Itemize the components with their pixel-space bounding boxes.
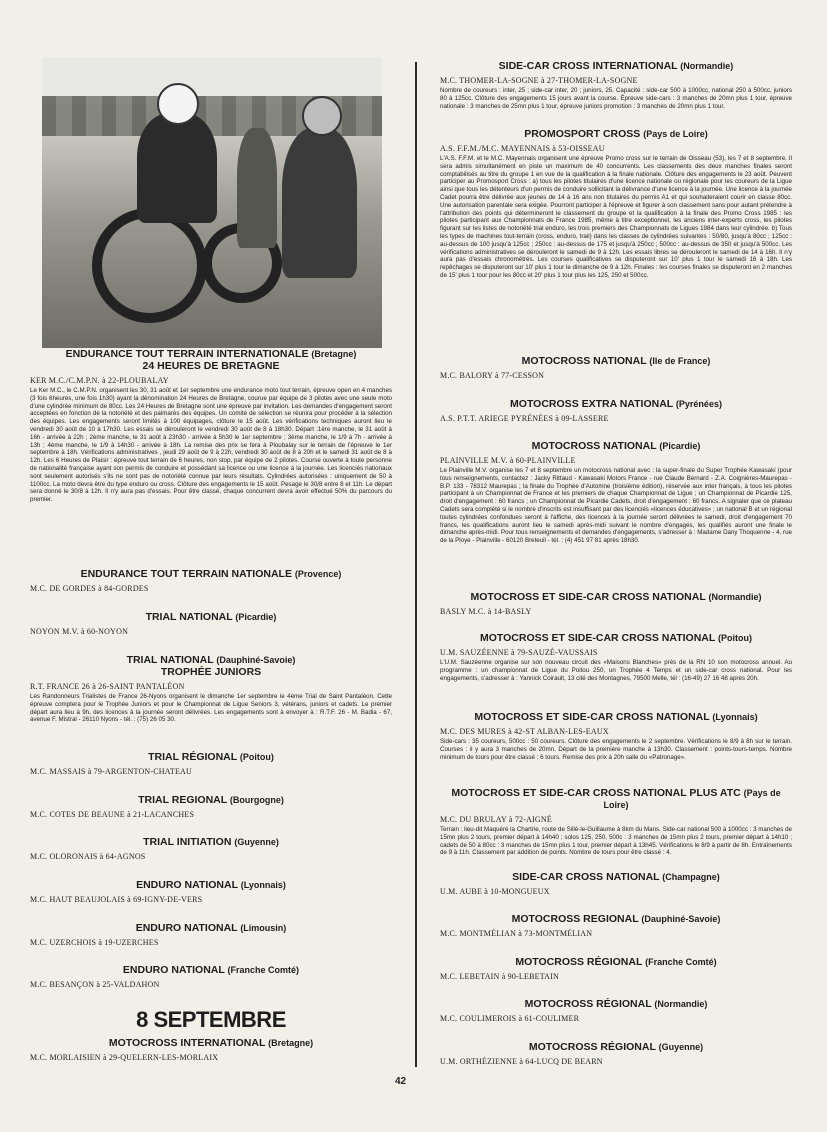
- event-title: ENDURANCE TOUT TERRAIN INTERNATIONALE (Bretagne): [65, 348, 357, 360]
- event-region: (Picardie): [659, 441, 701, 451]
- date-heading: 8 SEPTEMBRE: [136, 1007, 286, 1032]
- club-location: PLAINVILLE M.V. à 60-PLAINVILLE: [440, 456, 576, 465]
- event-section: [440, 913, 792, 940]
- event-region: (Normandie): [708, 592, 762, 602]
- motocross-photo: [42, 58, 382, 348]
- event-section: [440, 591, 792, 618]
- page-number: 42: [395, 1076, 407, 1087]
- event-section: [30, 751, 392, 778]
- event-title: MOTOCROSS ET SIDE-CAR CROSS NATIONAL (Normandie): [470, 591, 762, 603]
- club-location: M.C. COTES DE BEAUNE à 21-LACANCHES: [30, 810, 195, 819]
- event-region: (Franche Comté): [645, 957, 717, 967]
- event-title: SIDE-CAR CROSS INTERNATIONAL (Normandie): [498, 60, 734, 72]
- club-location: BASLY M.C. à 14-BASLY: [440, 607, 532, 616]
- event-title: MOTOCROSS NATIONAL (Ile de France): [521, 355, 711, 367]
- event-region: (Franche Comté): [227, 965, 300, 975]
- club-location: M.C. DES MURES à 42-ST ALBAN-LES-EAUX: [440, 727, 609, 736]
- event-title: MOTOCROSS RÉGIONAL (Guyenne): [528, 1041, 704, 1053]
- event-section: [440, 60, 792, 110]
- column-divider: [415, 62, 417, 1067]
- event-title: ENDURANCE TOUT TERRAIN NATIONALE (Provence): [80, 568, 342, 580]
- event-description: Terrain : lieu-dit Maquéré la Chartrie, route de Sillé-le-Guillaume à 8km du Mans. Side-car national 500 à 1000cc : 3 manches de 15mn plus 2 tours, premier départ à 14h40 ; solos 125, 250, 500c : 3 manches de 15mn plus 2 tours, premier départ à 14h10 ; cadets de 50 à 80cc : 3 manches de 15mn plus 1 tour, premier départ à 13h45. Vérifications le 8/9 à partir de 8h. Entraînements de 9 à 11h. Classement par addition de points. Nombre de tours pour être classé : 4.: [440, 826, 792, 857]
- club-location: M.C. MORLAISIEN à 29-QUELERN-LES-MORLAIX: [30, 1053, 219, 1062]
- club-location: M.C. DE GORDES à 84-GORDES: [30, 584, 149, 593]
- event-section: [440, 998, 792, 1025]
- event-section: [30, 611, 392, 638]
- event-title: TRIAL REGIONAL (Bourgogne): [138, 794, 284, 806]
- event-section: [440, 1041, 792, 1068]
- event-region: (Lyonnais): [240, 880, 286, 890]
- event-section: [440, 711, 792, 761]
- club-location: M.C. HAUT BEAUJOLAIS à 69-IGNY-DE-VERS: [30, 895, 203, 904]
- event-section: [440, 398, 792, 425]
- club-location: A.S. F.F.M./M.C. MAYENNAIS à 53-OISSEAU: [440, 144, 605, 153]
- event-region: (Pays de Loire): [603, 788, 781, 810]
- event-region: (Bourgogne): [229, 795, 284, 805]
- event-region: (Champagne): [662, 872, 720, 882]
- event-section: [30, 794, 392, 821]
- club-location: M.C. BALORY à 77-CESSON: [440, 371, 545, 380]
- event-section: [440, 440, 792, 545]
- event-section: [440, 871, 792, 898]
- event-region: (Poitou): [718, 633, 753, 643]
- event-title: MOTOCROSS RÉGIONAL (Franche Comté): [515, 956, 717, 968]
- event-section: [30, 879, 392, 906]
- event-region: (Guyenne): [658, 1042, 704, 1052]
- event-section: [30, 568, 392, 595]
- event-section: [30, 654, 392, 724]
- event-title: ENDURO NATIONAL (Limousin): [135, 922, 287, 934]
- club-location: M.C. DU BRULAY à 72-AIGNÉ: [440, 815, 552, 824]
- event-region: (Provence): [294, 569, 342, 579]
- club-location: NOYON M.V. à 60-NOYON: [30, 627, 129, 636]
- event-description: Le Plainville M.V. organise les 7 et 8 septembre un motocross national avec : la super-finale du Super Trophée Kawasaki (pour tous renseignements, contactez : Jacky Rittaud - Kawasaki Motors France - rue Claude Bernard - Z.A. Coignières-Maurepas - B.P. 133 - 78312 Maurepas ; la finale du Trophée d'Automne (troisième édition), réservée aux inter français, à tous les pilotes participant à un Championnat de France et les premiers de chaque Championnat de Ligue ; un Championnat de Picardie 125, droit d'engagement : 60 francs ; un Championnat de Picardie Cadets, droit d'engagement : 60 francs. A signaler que ce plateau Cadets sera complété si le nombre d'inscrits est insuffisant par des licenciés «licences éducatives» ; un national B et un régional toutes cylindrées confondues seront à l'affiche, des licences à la journée seront délivrées le samedi, droit d'engagement 70 francs, les qualifications auront lieu le samedi après-midi suivant le nombre d'engagés, les qualifiés auront une finale le dimanche après-midi. Pour tous renseignements et demandes d'engagements, s'adresser à : Madame Dany Thoquenne - 4, rue de la Ploye - Plainville - 60120 Breteuil - tél. : (4) 451 97 81 après 18h30.: [440, 467, 792, 545]
- event-title: MOTOCROSS RÉGIONAL (Normandie): [524, 998, 708, 1010]
- event-description: Le Ker M.C., le C.M.P.N. organisent les 30, 31 août et 1er septembre une endurance moto tout terrain, épreuve open en 4 manches (3 fois 6heures, une fois 1h30) ayant la dénomination 24 Heures de Bretagne, courue par équipe de 3 pilotes avec une seule moto d'une cylindrée minimum de 80cc. Les 24 Heures de Bretagne sont une épreuve par invitation. Les demandes d'engagement seront acceptées en fonction de la notoriété et des palmarès des équipes. Un comité de sélection se réunira pour procéder à la sélection des équipes. Les engagements seront limités à 100 équipages, clôture le 15 août. Les vérifications techniques auront lieu le vendredi 30 août de 10 à 17h30. Les essais se dérouleront le vendredi 30 août de 8 à 18h30. Départ :1ère manche, le 31 août à 16h - arrivée à 22h ; 2ème manche, le 31 août à 23h30 - arrivée à 5h30 le 1er septembre ; 3ème manche, le 1/9 à 7h - arrivée à 13h ; 4ème manche, le 1/9 à 14h30 - arrivée à 18h. La remise des prix se fera à Ploubalay sur le terrain de l'épreuve le 1er septembre à 18h. Vérifications administratives , jeudi 29 août de 9 à 22h, vendredi 30 août de 8 à 20h et le samedi 31 août de 8 à 12h. Les 6 Heures de Plaisir : épreuve tout terrain de 6 heures, non stop, par équipe de 2 pilotes. Course ouverte à toute personne de nationalité française ayant son permis de conduire et possédant sa licence ou une licence à la journée. Les licenciés nationaux sont seulement autorisés s'ils ne sont pas de notoriété connue par leurs résultats. Cylindrées autorisées : uniquement de 50 à 1100cc. La moto devra être du type enduro ou cross. Clôture des engagements le 15 août. Pesage le 30/8 entre 8 et 11h. Le départ sera donné le 30/8 à 12h. Il n'y aura pas d'essais. Pour être classé, chaque concurrent devra avoir effectué 50% du parcours du premier.: [30, 387, 392, 504]
- event-description: Les Randonneurs Trialistes de France 26-Nyons organisent le dimanche 1er septembre le 4ème Trial de Saint Pantaléon. Cette épreuve comptera pour le Trophée Juniors et pour le Championnat de Ligue Seniors 3, vétérans, juniors et cadets. Le premier départ aura lieu à 9h, des licences à la journée seront délivrées. Les engagements sont à envoyer à : R.T.F. 26 - M. Badia - 67, avenue F. Mistral - 26110 Nyons - tél. : (75) 26 05 30.: [30, 693, 392, 724]
- event-region: (Bretagne): [311, 349, 357, 359]
- club-location: U.M. ORTHÉZIENNE à 64-LUCQ DE BEARN: [440, 1057, 603, 1066]
- club-location: M.C. BESANÇON à 25-VALDAHON: [30, 980, 160, 989]
- event-region: (Picardie): [235, 612, 277, 622]
- event-title: ENDURO NATIONAL (Lyonnais): [136, 879, 286, 891]
- event-region: (Bretagne): [268, 1038, 314, 1048]
- event-description: L'A.S. F.F.M. et le M.C. Mayennais organisent une épreuve Promo cross sur le terrain de Oisseau (53), les 7 et 8 septembre. Il sera admis simultanément en piste un maximum de 40 concurrents. Les classements des deux manches finales seront comptabilisés au titre du groupe 1 en vue de la qualification à la finale nationale. Clôture des engagements le 23 août. Peuvent participer au Promosport Cross : a) tous les pilotes titulaires d'une licence nationale ou régionale pour les coureurs de la Ligue ainsi que tous les détenteurs d'un permis de conduire sollicitant la délivrance d'une licence à la journée. Une licence à la journée Cadet pourra être délivrée aux jeunes de 14 à 16 ans non titulaires du permis A1 et qui souhaiteraient courir en classe 80cc. Une autorisation parentale sera exigée. Pourront participer à l'épreuve et figurer à son classement sans pour autant prétendre à l'attribution des points qui détermineront le classement du groupe et la qualification à la finale des Promo Cross 1985 : les pilotes participant aux Championnats de France 1985, même à titre exceptionnel, les anciens inter-experts cross, les pilotes figurant sur les listes de notoriété trial enduro, les trois premiers des Championnats de Ligues 1984 dans leur cylindrée. b) Tous les types de machines tout-terrain (cross, enduro, trail) dans les classes de cylindrées suivantes : 50/80, jusqu'à 80cc ; 125cc : au-dessus de 100 jusqu'à 125cc ; 250cc : au-dessus de 175 et jusqu'à 250cc ; 500cc : au-dessus de 350 et jusqu'à 500cc. Les vérifications administratives se dérouleront le samedi de 9 à 12h. Les essais libres se dérouleront le samedi de 14 à 16h. Il n'y aura pas d'essais chronométrés. Les courses qualificatives se disputeront sur 10' plus 1 tour le samedi 16 à 18h. Les repêchages se disputeront sur 10' plus 1 tour le dimanche de 9 à 12h. Finales : les courses finales se disputeront en 2 manches de 15' plus 1 tour pour les 80cc et 20' plus 1 tour plus les 125, 250 et 500cc.: [440, 155, 792, 279]
- club-location: M.C. THOMER-LA-SOGNE à 27-THOMER-LA-SOGNE: [440, 76, 638, 85]
- event-region: (Poitou): [239, 752, 274, 762]
- club-location: R.T. FRANCE 26 à 26-SAINT PANTALÉON: [30, 682, 185, 691]
- club-location: U.M. SAUZÉENNE à 79-SAUZÉ-VAUSSAIS: [440, 648, 598, 657]
- event-region: (Guyenne): [234, 837, 279, 847]
- event-title: SIDE-CAR CROSS NATIONAL (Champagne): [512, 871, 720, 883]
- event-title: MOTOCROSS ET SIDE-CAR CROSS NATIONAL (Poitou): [479, 632, 753, 644]
- event-title: MOTOCROSS NATIONAL (Picardie): [531, 440, 701, 452]
- club-location: M.C. UZERCHOIS à 19-UZERCHES: [30, 938, 159, 947]
- event-region: (Normandie): [680, 61, 734, 71]
- event-section: [30, 922, 392, 949]
- event-section: [30, 964, 392, 991]
- event-title: PROMOSPORT CROSS (Pays de Loire): [524, 128, 708, 140]
- event-title: ENDURO NATIONAL (Franche Comté): [122, 964, 300, 976]
- event-region: (Pyrénées): [675, 399, 722, 409]
- event-region: (Normandie): [654, 999, 708, 1009]
- event-title: MOTOCROSS REGIONAL (Dauphiné-Savoie): [511, 913, 721, 925]
- event-subtitle: 24 HEURES DE BRETAGNE: [142, 360, 280, 372]
- event-title: TRIAL RÉGIONAL (Poitou): [148, 751, 274, 763]
- club-location: U.M. AUBE à 10-MONGUEUX: [440, 887, 550, 896]
- event-description: L'U.M. Sauzéenne organise sur son nouveau circuit des «Maisons Blanches» près de la RN 10 son motocross annuel. Au programme : un championnat de Ligue du Poitou 250, un Trophée 4 Temps et un side-car cross national. Pour les engagements, s'adresser à : Yannick Coirault, 13 cité des Montagnes, 79500 Melle, tél : (16-49) 27 16 48 après 20h.: [440, 659, 792, 682]
- event-region: (Ile de France): [649, 356, 711, 366]
- club-location: M.C. MONTMÉLIAN à 73-MONTMÉLIAN: [440, 929, 593, 938]
- event-title: TRIAL NATIONAL (Picardie): [145, 611, 277, 623]
- club-location: M.C. COULIMEROIS à 61-COULIMER: [440, 1014, 580, 1023]
- event-region: (Lyonnais): [712, 712, 758, 722]
- event-title: MOTOCROSS ET SIDE-CAR CROSS NATIONAL (Lyonnais): [474, 711, 758, 723]
- event-section: [440, 956, 792, 983]
- event-section: [30, 1037, 392, 1064]
- event-section: [440, 632, 792, 682]
- club-location: M.C. MASSAIS à 79-ARGENTON-CHATEAU: [30, 767, 192, 776]
- event-section: [440, 355, 792, 382]
- event-title: MOTOCROSS ET SIDE-CAR CROSS NATIONAL PLUS ATC (Pays de Loire): [451, 787, 781, 810]
- event-region: (Dauphiné-Savoie): [641, 914, 721, 924]
- club-location: KER M.C./C.M.P.N. à 22-PLOUBALAY: [30, 376, 169, 385]
- club-location: M.C. LEBETAIN à 90-LEBETAIN: [440, 972, 559, 981]
- event-region: (Pays de Loire): [643, 129, 708, 139]
- event-title: TRIAL INITIATION (Guyenne): [143, 836, 279, 848]
- event-title: MOTOCROSS INTERNATIONAL (Bretagne): [108, 1037, 314, 1049]
- event-section: [440, 128, 792, 280]
- club-location: M.C. OLORONAIS à 64-AGNOS: [30, 852, 146, 861]
- event-section: [30, 836, 392, 863]
- event-description: Side-cars : 35 coureurs, 500cc : 50 coureurs. Clôture des engagements le 2 septembre. Vérifications le 8/9 à 8h sur le terrain. Courses : il y aura 3 manches de 20mn. Départ de la première manche à 13h30. Classement : points-tours-temps. Nombre minimum de tours pour être classé : 6 tours. Remise des prix à 20h salle du «Patronage».: [440, 738, 792, 761]
- event-section: [440, 787, 792, 857]
- event-title: MOTOCROSS EXTRA NATIONAL (Pyrénées): [510, 398, 722, 410]
- event-description: Nombre de coureurs : inter, 25 ; side-car inter, 20 ; juniors, 25. Capacité : side-car 500 à 1000cc, national 250 à 500cc, juniors 80 à 125cc. Clôture des engagements 15 jours avant la course. Épreuve side-cars : 3 manches de 20mn plus 1 tour, épreuve nationale : 3 manches de 25mn plus 1 tour, épreuve juniors promotion : 3 manches de 20mn plus 1 tour.: [440, 87, 792, 110]
- event-title: TRIAL NATIONAL (Dauphiné-Savoie): [126, 654, 296, 666]
- event-region: (Limousin): [240, 923, 287, 933]
- club-location: A.S. P.T.T. ARIEGE PYRÉNÉES à 09-LASSERE: [440, 414, 609, 423]
- event-section: [30, 348, 392, 504]
- event-subtitle: TROPHÉE JUNIORS: [160, 666, 262, 678]
- event-region: (Dauphiné-Savoie): [216, 655, 296, 665]
